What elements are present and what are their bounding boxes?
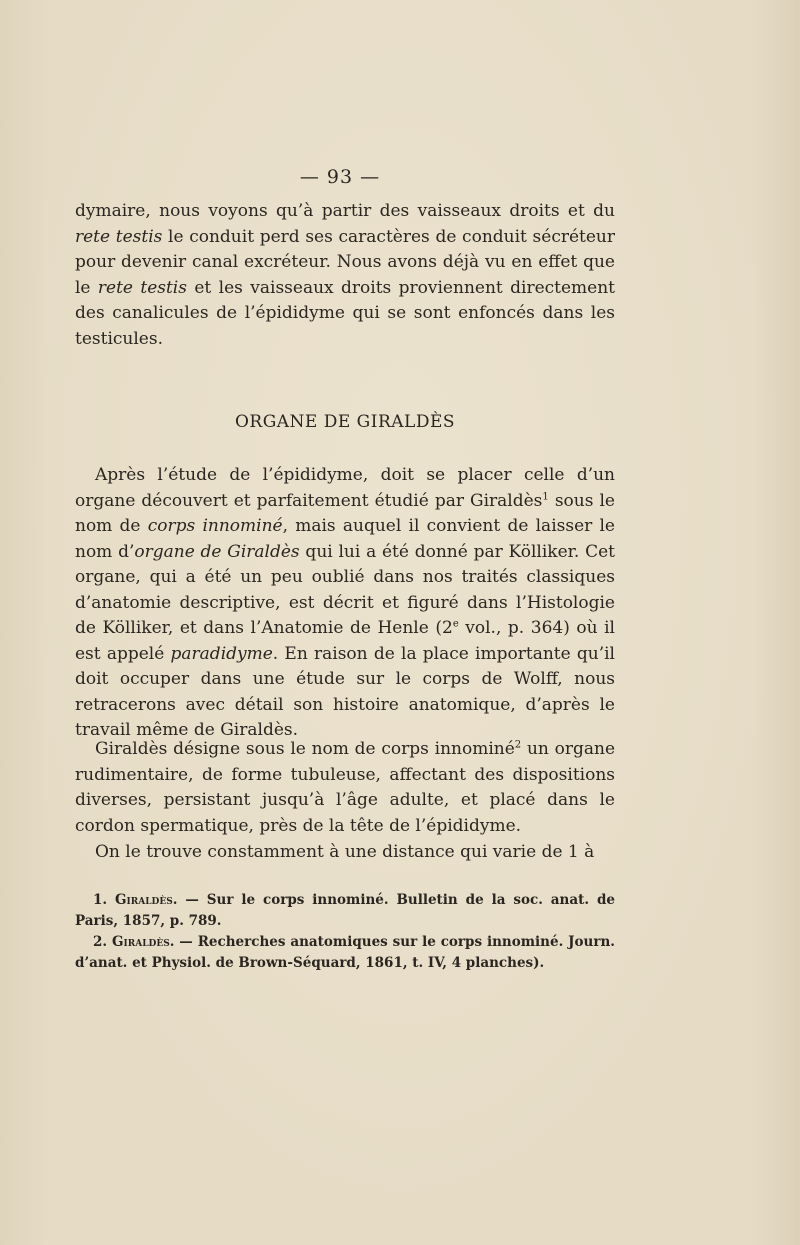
page-number: — 93 — — [299, 166, 381, 188]
footnotes — [75, 890, 615, 974]
italic-term: rete testis — [97, 277, 187, 298]
paragraph-location — [75, 840, 615, 866]
text-run: qui lui a été donné par Kölliker. Cet organe, qui a été un peu oublié dans nos traités classiques d’anatomie descriptive, est décrit et figuré dans l’Histologie de Kölliker, et dans l’Anatomie de Henle (2 — [75, 541, 615, 638]
text-run: vol., p. 364) où il est appelé — [75, 618, 615, 664]
text-run: et les vaisseaux droits proviennent directement des canalicules de l’épididyme qui se sont enfoncés dans les testicules. — [75, 277, 616, 349]
footnote-text: . — Recherches anatomiques sur le corps innominé. Journ. d’anat. et Physiol. de Brown-Séquard, 1861, t. IV, 4 planches). — [75, 934, 616, 971]
text-run: un organe rudimentaire, de forme tubuleuse, affectant des dispositions diverses, persistant jusqu’à l’âge adulte, et placé dans le cordon spermatique, près de la tête de l’épididyme. — [75, 739, 616, 836]
section-heading: ORGANE DE GIRALDÈS — [234, 412, 456, 433]
italic-term: corps innominé — [147, 516, 283, 536]
text-run: On le trouve constamment à une distance qui varie de 1 à — [95, 842, 595, 862]
footnote-text: . — Sur le corps innominé. Bulletin de la soc. anat. de Paris, 1857, p. 789. — [75, 892, 616, 929]
superscript: e — [452, 618, 459, 630]
footnote-ref: 2 — [514, 739, 522, 751]
footnote-2 — [75, 932, 615, 974]
text-run: dymaire, nous voyons qu’à partir des vaisseaux droits et du — [75, 201, 615, 221]
footnote-number: 1. — [93, 892, 116, 908]
footnote-number: 2. — [93, 934, 112, 950]
footnote-1 — [75, 890, 615, 932]
italic-term: organe de Giraldès — [134, 541, 300, 562]
italic-term: paradidyme — [170, 643, 273, 664]
paragraph-giraldes-intro — [75, 463, 615, 744]
italic-term: rete testis — [75, 226, 163, 247]
footnote-author: Giraldès — [115, 892, 173, 908]
text-run: . En raison de la place importante qu’il doit occuper dans une étude sur le corps de Wolff, nous retracerons avec détail son histoire anatomique, d’après le travail même de Giraldès. — [75, 643, 615, 740]
text-run: le conduit perd ses caractères de conduit sécréteur pour devenir canal excréteur. Nous avons déjà vu en effet que le — [75, 226, 615, 298]
text-run: , mais auquel il convient de laisser le nom d’ — [75, 516, 615, 562]
text-run: Giraldès désigne sous le nom de corps innominé — [95, 739, 515, 759]
paragraph-description — [75, 737, 615, 839]
paragraph-intro — [75, 199, 615, 352]
footnote-ref: 1 — [542, 490, 549, 502]
text-run: sous le nom de — [75, 490, 615, 536]
text-run: Après l’étude de l’épididyme, doit se placer celle d’un organe découvert et parfaitement étudié par Giraldès — [75, 465, 615, 511]
footnote-author: Giraldès — [112, 934, 170, 950]
